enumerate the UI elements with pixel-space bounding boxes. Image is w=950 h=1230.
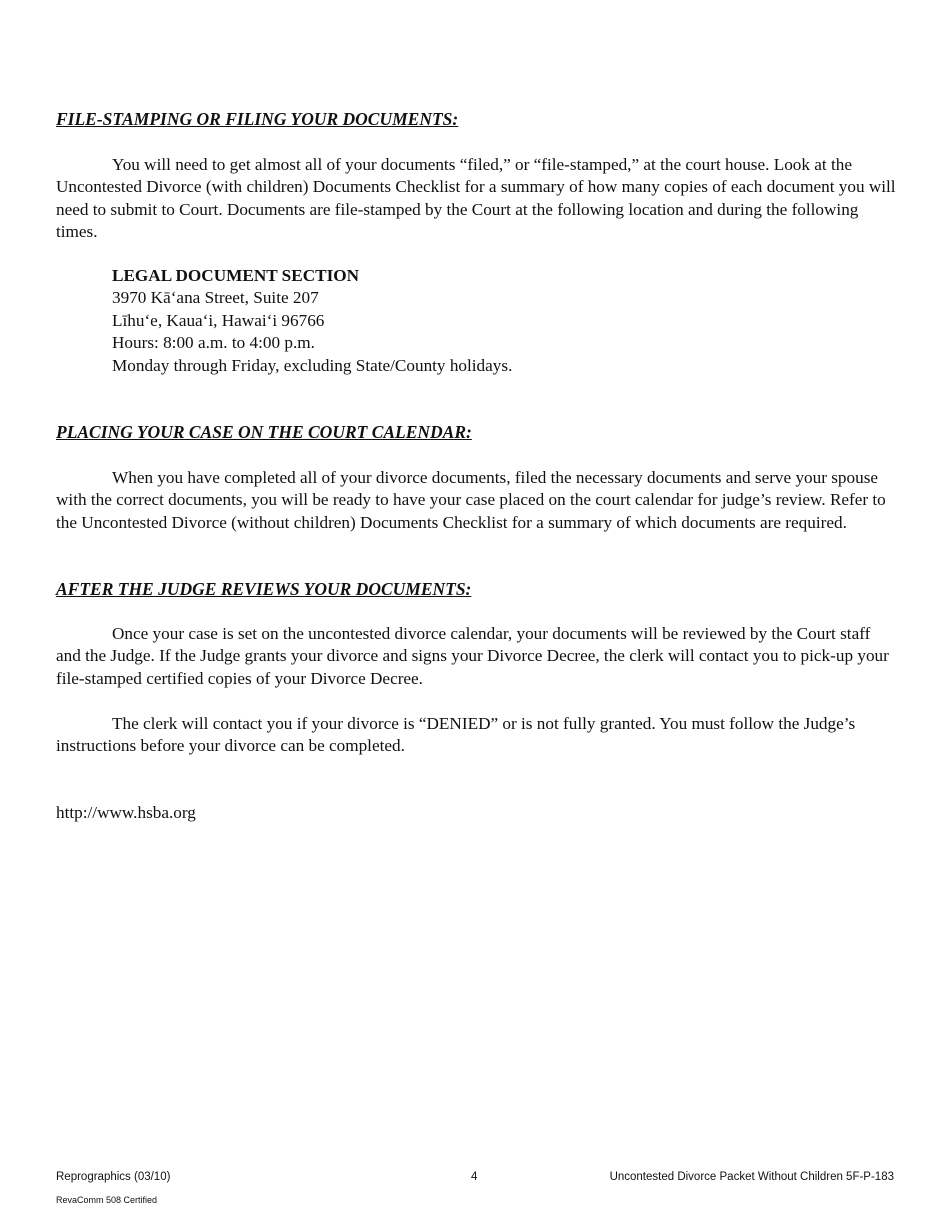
- address-city: Līhuʻe, Kauaʻi, Hawaiʻi 96766: [112, 310, 325, 330]
- paragraph-review-1: Once your case is set on the uncontested divorce calendar, your documents will be reviewed by the Court staff and the Judge. If the Judge grants your divorce and signs your Divorce Decree, the clerk will contact you to pick-up your file-stamped certified copies of your Divorce Decree.: [56, 624, 889, 688]
- paragraph-review-2: The clerk will contact you if your divorce is “DENIED” or is not fully granted. You must follow the Judge’s instructions before your divorce can be completed.: [56, 714, 856, 756]
- section-heading-filing: FILE-STAMPING OR FILING YOUR DOCUMENTS:: [56, 109, 459, 129]
- office-days: Monday through Friday, excluding State/County holidays.: [112, 355, 513, 375]
- office-hours: Hours: 8:00 a.m. to 4:00 p.m.: [112, 333, 315, 353]
- section-heading-review: AFTER THE JUDGE REVIEWS YOUR DOCUMENTS:: [56, 579, 472, 599]
- address-title: LEGAL DOCUMENT SECTION: [112, 266, 360, 285]
- address-block: [112, 265, 512, 377]
- website-link[interactable]: http://www.hsba.org: [56, 803, 196, 822]
- address-street: 3970 Kāʻana Street, Suite 207: [112, 288, 319, 308]
- paragraph-filing: You will need to get almost all of your documents “filed,” or “file-stamped,” at the court house. Look at the Uncontested Divorce (with children) Documents Checklist for a summary of how many copies of each document you will need to submit to Court. Documents are file-stamped by the Court at the following location and during the following times.: [56, 155, 896, 242]
- footer-packet-title: Uncontested Divorce Packet Without Children 5F-P-183: [609, 1171, 894, 1183]
- footer-reprographics: Reprographics (03/10): [56, 1171, 171, 1183]
- paragraph-calendar: When you have completed all of your divorce documents, filed the necessary documents and serve your spouse with the correct documents, you will be ready to have your case placed on the court calendar for judge’s review. Refer to the Uncontested Divorce (without children) Documents Checklist for a summary of which documents are required.: [56, 468, 886, 532]
- footer-certification: RevaComm 508 Certified: [56, 1195, 158, 1205]
- footer-page-number: 4: [471, 1171, 478, 1183]
- section-heading-calendar: PLACING YOUR CASE ON THE COURT CALENDAR:: [56, 422, 472, 442]
